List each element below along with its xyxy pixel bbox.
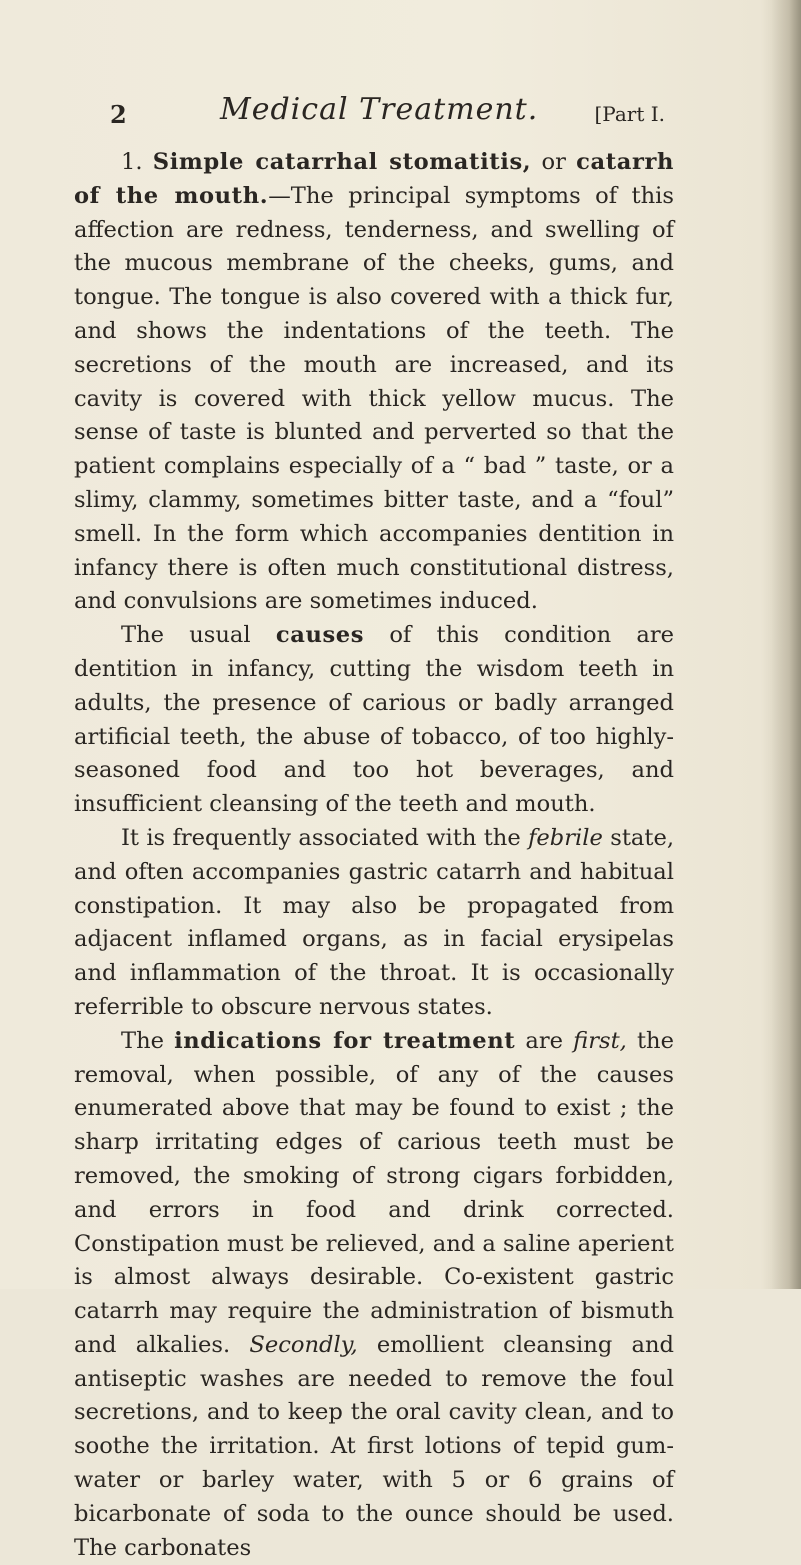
- section-heading-alt: catarrh of the mouth.: [74, 149, 675, 209]
- paragraph-text: state, and often accompanies gastric catarrh and habitual constipation. It may also be propagated from adjacent inflamed organs, as in facial erysipelas and inflammation of the throat. It is occasionally referrible to obscure nervous states.: [74, 824, 674, 1020]
- italic-secondly: Secondly,: [249, 1331, 358, 1358]
- paragraph-stomatitis: [74, 146, 674, 619]
- italic-febrile: febrile: [528, 824, 603, 851]
- paragraph-lead: The usual: [121, 622, 251, 649]
- heading-connector: or: [541, 149, 566, 175]
- italic-first: first,: [573, 1027, 627, 1054]
- paragraph-text: emollient cleansing and antiseptic washes are needed to remove the foul secretions, and to keep the oral cavity clean, and to soothe the irritation. At first lotions of tepid gum-water or barley water, with 5 or 6 grains of bicarbonate of soda to the ounce should be used. The carbonates: [74, 1331, 674, 1561]
- paragraph-text: of this condition are dentition in infancy, cutting the wisdom teeth in adults, the presence of carious or badly arranged artificial teeth, the abuse of tobacco, of too highly-seasoned food and too hot beverages, and insufficient cleansing of the teeth and mouth.: [74, 622, 675, 818]
- paragraph-mid: are: [525, 1027, 564, 1054]
- section-number: 1.: [121, 149, 143, 175]
- paragraph-causes: [74, 619, 674, 822]
- paragraph-associations: [74, 822, 674, 1025]
- paragraph-lead: The: [121, 1027, 164, 1054]
- paragraph-text: the removal, when possible, of any of the causes enumerated above that may be found to exist ; the sharp irritating edges of carious teeth must be removed, the smoking of strong cigars forbidden, and errors in food and drink corrected. Constipation must be relieved, and a saline aperient is almost always desirable. Co-existent gastric catarrh may require the administration of bismuth and alkalies.: [74, 1027, 674, 1358]
- paragraph-treatment: [74, 1025, 674, 1565]
- part-label: [Part I.: [594, 102, 665, 126]
- section-heading: Simple catarrhal stomatitis,: [152, 149, 532, 175]
- keyword-causes: causes: [275, 622, 365, 649]
- page-header: [110, 92, 665, 132]
- running-head: Medical Treatment.: [220, 92, 539, 127]
- paragraph-text: —The principal symptoms of this affection are redness, tenderness, and swelling of the mucous membrane of the cheeks, gums, and tongue. The tongue is also covered with a thick fur, and shows the indentations of the teeth. The secretions of the mouth are increased, and its cavity is covered with thick yellow mucus. The sense of taste is blunted and perverted so that the patient complains especially of a “ bad ” taste, or a slimy, clammy, sometimes bitter taste, and a “foul” smell. In the form which accompanies dentition in infancy there is often much constitutional distress, and convulsions are sometimes induced.: [74, 182, 674, 615]
- page-number: 2: [110, 100, 127, 129]
- page-edge-shadow: [771, 0, 801, 1289]
- paragraph-lead: It is frequently associated with the: [121, 824, 521, 851]
- keyword-indications: indications for treatment: [174, 1027, 516, 1054]
- body-text: [74, 146, 674, 1565]
